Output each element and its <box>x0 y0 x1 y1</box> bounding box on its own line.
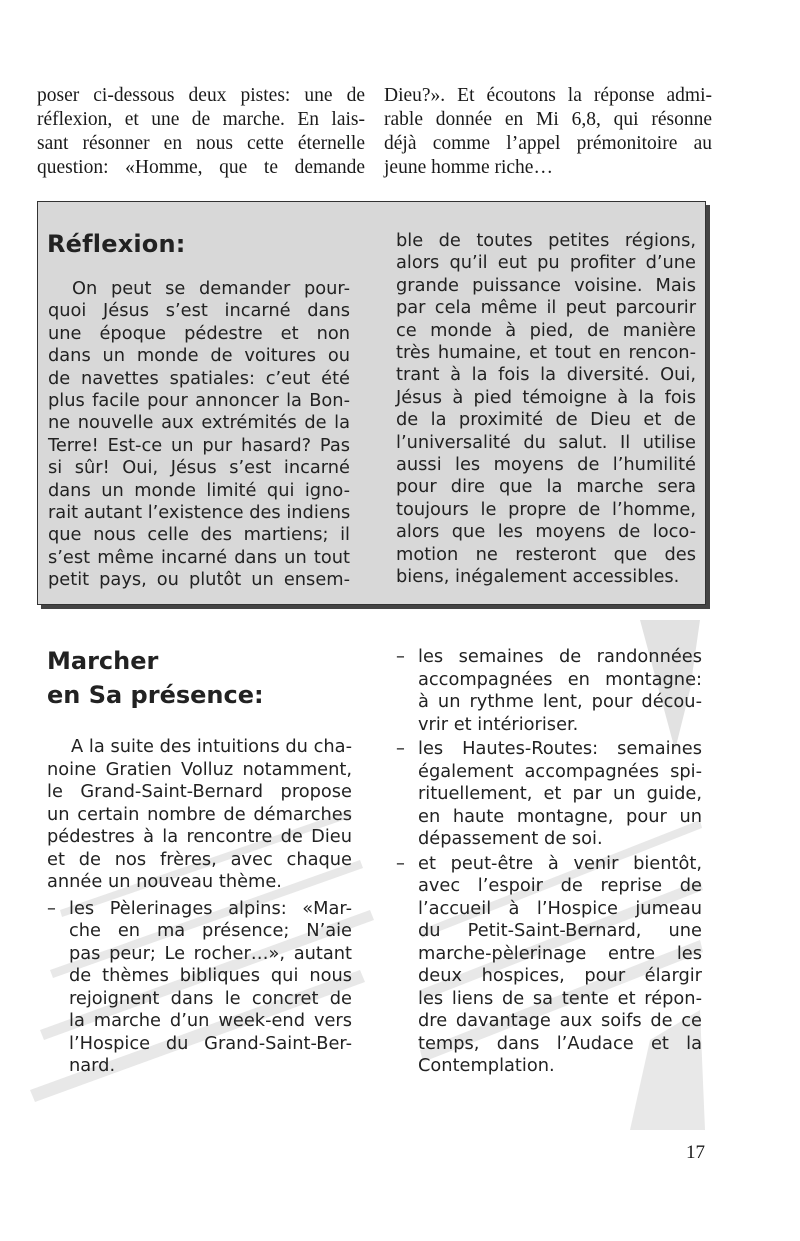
text-line: si sûr! Oui, Jésus s’est incarné <box>48 457 350 479</box>
reflexion-right-column <box>396 230 696 589</box>
reflexion-box <box>37 201 706 605</box>
list-item <box>396 738 702 851</box>
text-line: question: «Homme, que te demande <box>37 157 365 178</box>
text-line: petit pays, ou plutôt un ensem- <box>48 569 350 591</box>
text-line: dans un monde limité qui igno- <box>48 479 350 501</box>
text-line: les Hautes-Routes: semaines <box>418 738 702 759</box>
reflexion-heading: Réflexion: <box>47 230 186 258</box>
text-line: les semaines de randonnées <box>418 646 702 667</box>
heading-line: Marcher <box>47 647 159 675</box>
text-line: par cela même il peut parcourir <box>396 297 696 319</box>
text-line: Dieu?». Et écoutons la réponse admi- <box>384 85 712 106</box>
intro-paragraph <box>47 736 352 894</box>
text-line: et peut-être à venir bientôt, <box>418 852 702 874</box>
text-line: les liens de sa tente et répon- <box>418 987 702 1009</box>
text-line: le Grand-Saint-Bernard propose <box>47 781 352 802</box>
text-line: On peut se demander pour- <box>72 278 350 299</box>
text-line: temps, dans l’Audace et la <box>418 1032 702 1054</box>
text-line: alors que les moyens de loco- <box>396 521 696 543</box>
text-line: plus facile pour annoncer la Bon- <box>48 390 350 412</box>
text-line: du Petit-Saint-Bernard, une <box>418 920 702 941</box>
text-line: la marche d’un week-end vers <box>69 1010 352 1031</box>
text-line: avec l’espoir de reprise de <box>418 875 702 896</box>
text-line: l’Hospice du Grand-Saint-Ber- <box>69 1032 352 1054</box>
text-line: biens, inégalement accessibles. <box>396 566 680 588</box>
text-line: les Pèlerinages alpins: «Mar- <box>69 897 352 919</box>
text-line: Terre! Est-ce un pur hasard? Pas <box>48 434 350 456</box>
text-line: rable donnée en Mi 6,8, qui résonne <box>384 109 712 130</box>
list-dash: – <box>396 738 405 759</box>
text-line: de thèmes bibliques qui nous <box>69 965 352 986</box>
text-line: ne nouvelle aux extrémités de la <box>48 412 350 434</box>
text-line: aussi les moyens de l’humilité <box>396 454 696 476</box>
text-line: motion ne resteront que des <box>396 543 696 565</box>
text-line: grande puissance voisine. Mais <box>396 274 696 296</box>
text-line: noine Gratien Volluz notamment, <box>47 758 352 780</box>
text-line: vrir et intérioriser. <box>418 713 579 735</box>
reflexion-left-column <box>48 278 350 592</box>
text-line: dre davantage aux soifs de ce <box>418 1010 702 1031</box>
text-line: rait autant l’existence des indiens <box>48 502 351 524</box>
text-line: deux hospices, pour élargir <box>418 965 702 986</box>
list-item <box>47 898 352 1078</box>
marcher-heading <box>47 644 264 712</box>
list-item <box>396 646 702 736</box>
text-line: Jésus à pied témoigne à la fois <box>396 386 696 408</box>
text-line: pour dire que la marche sera <box>396 476 696 498</box>
text-line: également accompagnées spi- <box>418 760 702 782</box>
text-line: ce monde à pied, de manière <box>396 319 696 341</box>
text-line: déjà comme l’appel prémonitoire au <box>384 133 712 154</box>
text-line: accompagnées en montagne: <box>418 668 702 690</box>
intro-paragraph-right <box>384 84 712 180</box>
text-line: Contemplation. <box>418 1055 555 1076</box>
text-line: toujours le propre de l’homme, <box>396 498 696 520</box>
text-line: et de nos frères, avec chaque <box>47 848 352 870</box>
text-line: que nous celle des martiens; il <box>48 524 350 546</box>
heading-line: en Sa présence: <box>47 681 264 709</box>
text-line: de la proximité de Dieu et de <box>396 409 696 431</box>
text-line: l’accueil à l’Hospice jumeau <box>418 897 702 919</box>
text-line: un certain nombre de démarches <box>47 803 352 825</box>
text-line: rituellement, et par un guide, <box>418 783 702 804</box>
list-dash: – <box>47 897 56 919</box>
text-line: à un rythme lent, pour décou- <box>418 691 702 712</box>
text-line: très humaine, et tout en rencon- <box>396 342 696 364</box>
text-line: en haute montagne, pour un <box>418 805 702 827</box>
text-line: une époque pédestre et non <box>48 322 350 344</box>
text-line: quoi Jésus s’est incarné dans <box>48 300 350 322</box>
text-line: jeune homme riche… <box>384 157 553 178</box>
text-line: che en ma présence; N’aie <box>69 920 352 941</box>
text-line: ble de toutes petites régions, <box>396 230 696 251</box>
text-line: nard. <box>69 1055 116 1076</box>
marcher-right-column <box>396 646 702 1078</box>
marcher-left-column <box>47 736 352 1078</box>
text-line: sant résonner en nous cette éternelle <box>37 133 365 154</box>
text-line: de navettes spatiales: c’eut été <box>48 367 350 389</box>
text-line: s’est même incarné dans un tout <box>48 546 350 568</box>
text-line: dans un monde de voitures ou <box>48 345 350 367</box>
text-line: A la suite des intuitions du cha- <box>71 736 352 757</box>
text-line: réflexion, et une de marche. En lais- <box>37 109 365 130</box>
text-line: trant à la fois la diversité. Oui, <box>396 364 696 386</box>
text-line: pas peur; Le rocher…», autant <box>69 942 352 964</box>
text-line: dépassement de soi. <box>418 828 603 849</box>
text-line: rejoignent dans le concret de <box>69 987 352 1009</box>
text-line: année un nouveau thème. <box>47 871 282 892</box>
text-line: poser ci-dessous deux pistes: une de <box>37 85 365 106</box>
text-line: l’universalité du salut. Il utilise <box>396 431 696 453</box>
text-line: pédestres à la rencontre de Dieu <box>47 826 352 847</box>
text-line: alors qu’il eut pu profiter d’une <box>396 252 696 274</box>
page-number: 17 <box>686 1142 705 1163</box>
text-line: marche-pèlerinage entre les <box>418 942 702 964</box>
intro-paragraph-left <box>37 84 365 180</box>
list-dash: – <box>396 646 405 667</box>
list-item <box>396 853 702 1078</box>
list-dash: – <box>396 852 405 874</box>
